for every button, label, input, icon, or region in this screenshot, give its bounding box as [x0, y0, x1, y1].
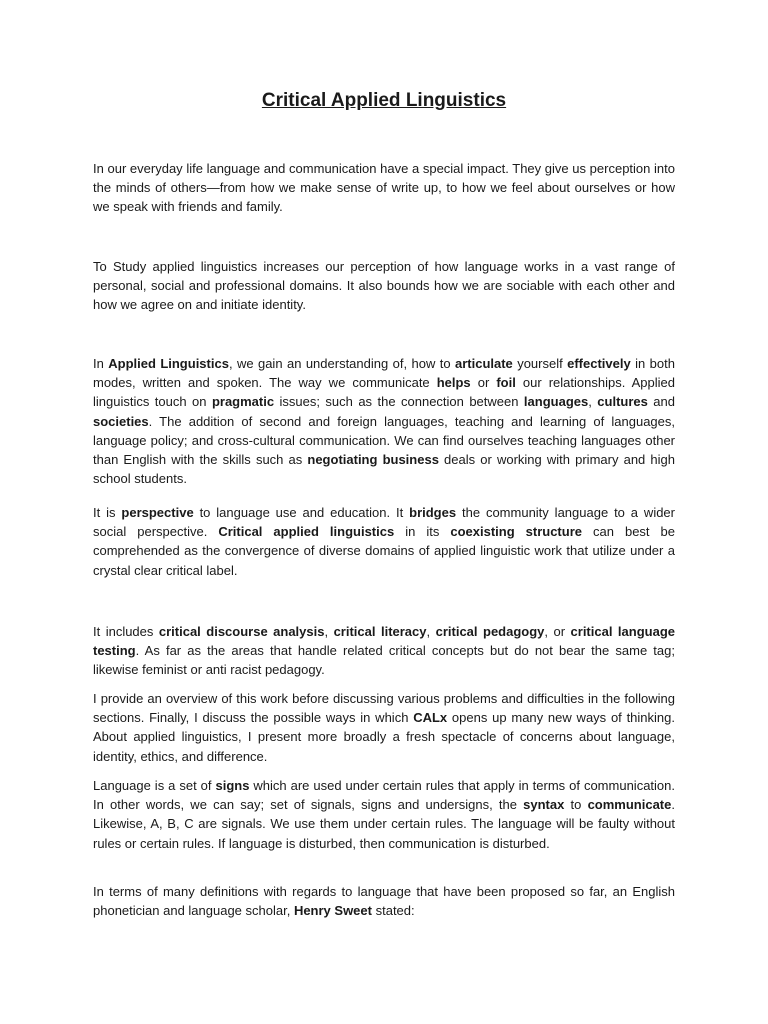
paragraph: [93, 882, 675, 920]
text-run: It is: [93, 505, 122, 520]
bold-term: critical pedagogy: [435, 624, 545, 639]
text-run: , we gain an understanding of, how to: [228, 356, 455, 371]
bold-term: negotiating business: [307, 452, 439, 468]
text-run: In terms of many definitions with regards to language that have been proposed so far, an English phonetician and language scholar,: [93, 884, 675, 919]
bold-term: signs: [215, 778, 250, 793]
text-run: It includes: [93, 624, 159, 639]
bold-term: articulate: [454, 356, 513, 371]
text-run: or: [470, 375, 497, 391]
text-run: to: [564, 797, 588, 813]
text-run: . Likewise, A, B, C are signals. We use them under certain rules. The language will be faulty without rules or certain rules. If language is disturbed, then communication is disturbed.: [93, 797, 675, 851]
bold-term: bridges: [409, 505, 457, 520]
text-run: the community language to a wider social perspective.: [93, 505, 675, 540]
text-run: . The addition of second and foreign languages, teaching and learning of languages, language policy; and cross-cultural communication. We can find ourselves teaching languages other than English with the skills such as: [93, 413, 675, 468]
text-run: our relationships. Applied linguistics touch on: [93, 375, 675, 410]
text-run: opens up many new ways of thinking. About applied linguistics, I present more broadly a fresh spectacle of concerns about language, identity, ethics, and difference.: [93, 710, 675, 764]
bold-term: Henry Sweet: [293, 903, 372, 919]
text-run: Language is a set of: [93, 778, 216, 793]
paragraph: [93, 354, 675, 488]
text-run: deals or working with primary and high school students.: [93, 452, 675, 487]
text-run: stated:: [371, 903, 415, 919]
bold-term: cultures: [597, 394, 648, 410]
text-run: yourself: [512, 356, 568, 371]
paragraph: [93, 689, 675, 766]
text-run: in both modes, written and spoken. The way we communicate: [93, 356, 675, 391]
bold-term: critical language testing: [93, 624, 675, 659]
text-run: ,: [588, 394, 598, 410]
bold-term: coexisting structure: [450, 524, 582, 540]
text-run: . As far as the areas that handle related critical concepts but do not bear the same tag; likewise feminist or anti racist pedagogy.: [93, 643, 675, 678]
text-run: To Study applied linguistics increases our perception of how language works in a vast range of personal, social and professional domains. It also bounds how we are sociable with each other and how we agree on and initiate identity.: [93, 259, 675, 313]
bold-term: communicate: [587, 797, 672, 813]
text-run: ,: [324, 624, 334, 639]
text-run: which are used under certain rules that apply in terms of communication. In other words, we can say; set of signals, signs and undersigns, the: [93, 778, 675, 813]
text-run: in its: [394, 524, 451, 540]
paragraph: [93, 776, 675, 853]
text-run: In our everyday life language and communication have a special impact. They give us perception into the minds of others—from how we make sense of write up, to how we feel about ourselves or how we speak with friends and family.: [93, 161, 675, 215]
bold-term: helps: [436, 375, 471, 391]
text-run: and: [647, 394, 675, 410]
text-run: issues; such as the connection between: [274, 394, 524, 410]
paragraph: [93, 257, 675, 315]
text-run: to language use and education. It: [193, 505, 410, 520]
text-run: I provide an overview of this work before discussing various problems and difficulties in the following sections. Finally, I discuss the possible ways in which: [93, 691, 675, 726]
text-run: , or: [544, 624, 571, 639]
bold-term: foil: [496, 375, 516, 391]
bold-term: societies: [93, 413, 149, 429]
bold-term: pragmatic: [211, 394, 275, 410]
bold-term: CALx: [413, 710, 448, 726]
bold-term: syntax: [523, 797, 565, 813]
bold-term: critical discourse analysis: [158, 624, 325, 639]
bold-term: effectively: [567, 356, 631, 371]
bold-term: critical literacy: [333, 624, 427, 639]
text-run: In: [93, 356, 109, 371]
paragraph: [93, 503, 675, 580]
paragraph: [93, 159, 675, 217]
text-run: ,: [426, 624, 436, 639]
text-run: can best be comprehended as the convergence of diverse domains of applied linguistic work that utilize under a crystal clear critical label.: [93, 524, 675, 578]
bold-term: Applied Linguistics: [108, 356, 229, 371]
bold-term: Critical applied linguistics: [218, 524, 395, 540]
bold-term: perspective: [121, 505, 194, 520]
paragraph: [93, 622, 675, 680]
document-title: Critical Applied Linguistics: [261, 90, 507, 111]
bold-term: languages: [523, 394, 589, 410]
